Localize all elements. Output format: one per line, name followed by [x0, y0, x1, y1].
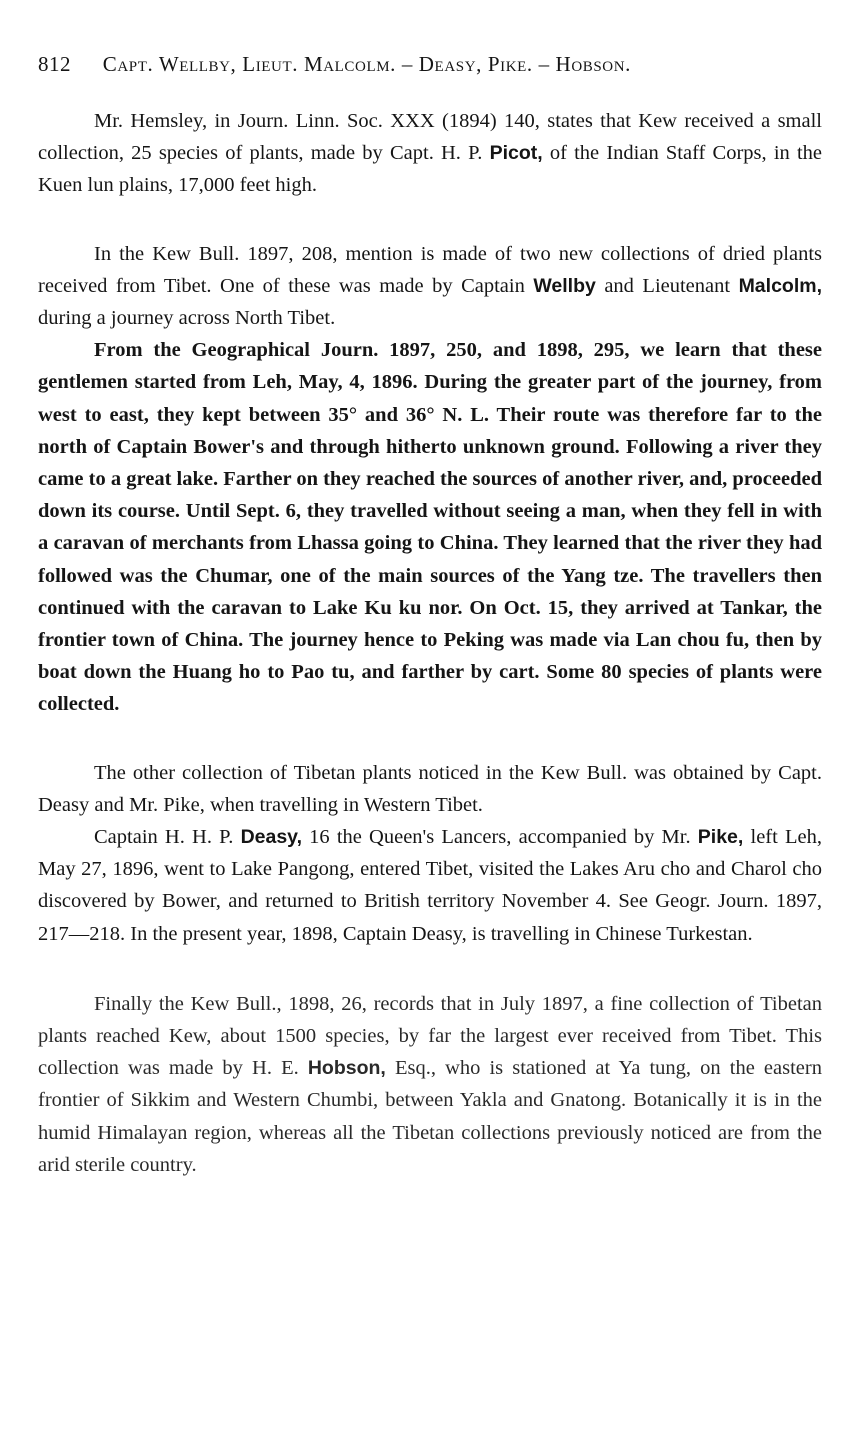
paragraph-deasy-pike — [38, 821, 822, 950]
page-number: 812 — [38, 52, 71, 76]
collector-name-wellby: Wellby — [533, 274, 596, 297]
text-run: Mr. Hemsley, in Journ. Linn. Soc. XXX (1894) 140, states that Kew received a small collection, 25 species of plants, made by Capt. H. P. — [38, 110, 822, 165]
paragraph-hobson — [38, 988, 822, 1181]
text-run: 16 the Queen's Lancers, accompanied by Mr. — [302, 826, 698, 849]
collector-name-pike: Pike, — [697, 826, 744, 849]
running-title: Capt. Wellby, Lieut. Malcolm. – Deasy, Pike. – Hobson. — [102, 52, 632, 76]
collector-name-malcolm: Malcolm, — [738, 274, 822, 297]
collector-name-hobson: Hobson, — [307, 1057, 386, 1080]
running-header — [38, 52, 822, 77]
paragraph-other-collection: The other collection of Tibetan plants noticed in the Kew Bull. was obtained by Capt. Deasy and Mr. Pike, when travelling in Western Tibet. — [38, 761, 822, 816]
text-run: In the Kew Bull. 1897, 208, mention is made of two new collections of dried plants received from Tibet. One of these was made by Captain — [38, 242, 822, 297]
page — [38, 52, 822, 1181]
paragraph-journey: From the Geographical Journ. 1897, 250, and 1898, 295, we learn that these gentlemen started from Leh, May, 4, 1896. During the greater part of the journey, from west to east, they kept between 35° and 36° N. L. Their route was therefore far to the north of Captain Bower's and through hitherto unknown ground. Following a river they came to a great lake. Farther on they reached the sources of another river, and, proceeded down its course. Until Sept. 6, they travelled without seeing a man, when they fell in with a caravan of merchants from Lhassa going to China. They learned that the river they had followed was the Chumar, one of the main sources of the Yang tze. The travellers then continued with the caravan to Lake Ku ku nor. On Oct. 15, they arrived at Tankar, the frontier town of China. The journey hence to Peking was made via Lan chou fu, then by boat down the Huang ho to Pao tu, and farther by cart. Some 80 species of plants were collected. — [38, 339, 822, 716]
text-run: during a journey across North Tibet. — [38, 307, 336, 330]
text-run: Captain H. H. P. — [94, 826, 241, 849]
text-run: of the Indian Staff Corps, in the Kuen lun plains, 17,000 feet high. — [38, 142, 822, 197]
paragraph-kew-bull-1897 — [38, 238, 822, 335]
text-run: Finally the Kew Bull., 1898, 26, records that in July 1897, a fine collection of Tibetan plants reached Kew, about 1500 species, by far the largest ever received from Tibet. This collection was made by H. E. — [38, 992, 822, 1080]
text-run: left Leh, May 27, 1896, went to Lake Pangong, entered Tibet, visited the Lakes Aru cho and Charol cho discovered by Bower, and returned to British territory November 4. See Geogr. Journ. 1897, 217—218. In the present year, 1898, Captain Deasy, is travelling in Chinese Turkestan. — [38, 826, 822, 945]
text-run: Esq., who is stationed at Ya tung, on the eastern frontier of Sikkim and Western Chumbi, between Yakla and Gnatong. Botanically it is in the humid Himalayan region, whereas all the Tibetan collections previously noticed are from the arid sterile country. — [38, 1057, 822, 1176]
paragraph-picot — [38, 105, 822, 202]
text-run: and Lieutenant — [595, 274, 739, 297]
collector-name-picot: Picot, — [489, 142, 543, 165]
collector-name-deasy: Deasy, — [240, 826, 302, 849]
